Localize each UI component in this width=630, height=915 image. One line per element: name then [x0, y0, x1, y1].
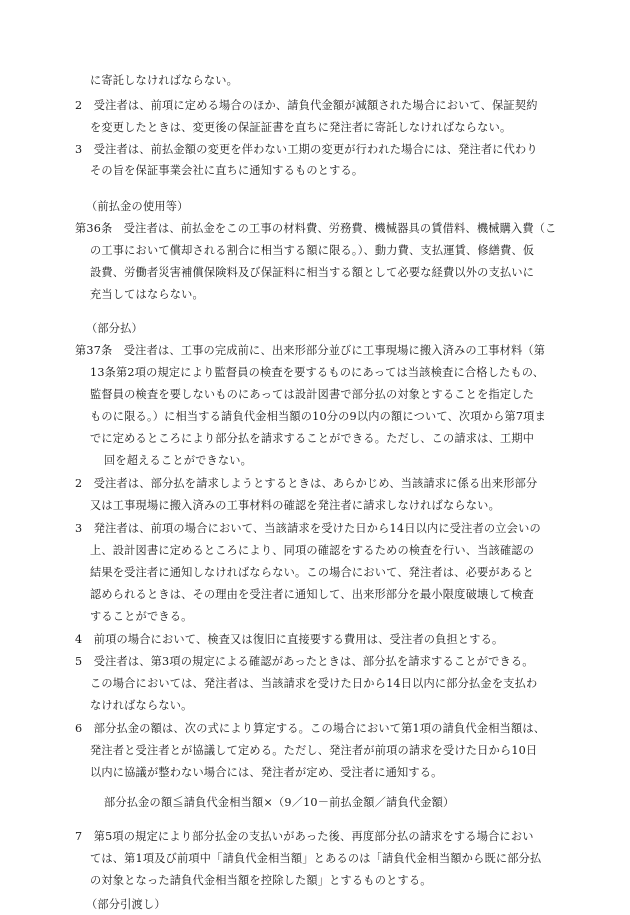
text-line: することができる。 [90, 610, 193, 623]
text-line: ては、第1項及び前項中「請負代金相当額」とあるのは「請負代金相当額から既に部分払 [90, 852, 542, 865]
text-line: 回を超えることができない。 [104, 454, 253, 467]
clause-6-line: 6 部分払金の額は、次の式により算定する。この場合において第1項の請負代金相当額は、 [75, 722, 546, 735]
text-line: 監督員の検査を要しないものにあっては設計図書で部分払の対象とすることを指定した [90, 388, 535, 401]
text-line: なければならない。 [90, 699, 193, 712]
text-line: の対象となった請負代金相当額を控除した額」とするものとする。 [90, 874, 432, 887]
text-line: この場合においては、発注者は、当該請求を受けた日から14日以内に部分払金を支払わ [90, 677, 538, 690]
clause-2-line: 2 受注者は、部分払を請求しようとするときは、あらかじめ、当該請求に係る出来形部分 [75, 477, 538, 490]
text-line: 上、設計図書に定めるところにより、同項の確認をするための検査を行い、当該確認の [90, 544, 535, 557]
text-line: を変更したときは、変更後の保証証書を直ちに発注者に寄託しなければならない。 [90, 121, 512, 134]
text-line: 結果を受注者に通知しなければならない。この場合において、発注者は、必要があると [90, 566, 534, 579]
section-heading: （前払金の使用等） [86, 200, 189, 213]
clause-7-line: 7 第5項の規定により部分払金の支払いがあった後、再度部分払の請求をする場合におい [75, 830, 534, 843]
text-line: でに定めるところにより部分払を請求することができる。ただし、この請求は、工期中 [90, 432, 535, 445]
clause-2-line: 2 受注者は、前項に定める場合のほか、請負代金額が減額された場合において、保証契約 [75, 99, 538, 112]
text-line: 以内に協議が整わない場合には、発注者が定め、受注者に通知する。 [90, 766, 443, 779]
article-37-line: 第37条 受注者は、工事の完成前に、出来形部分並びに工事現場に搬入済みの工事材料（第 [75, 344, 546, 357]
formula-line: 部分払金の額≦請負代金相当額×（9／10－前払金額／請負代金額） [104, 796, 455, 809]
section-heading: （部分払） [86, 322, 143, 335]
text-line: 認められるときは、その理由を受注者に通知して、出来形部分を最小限度破壊して検査 [90, 588, 534, 601]
text-line: 充当してはならない。 [90, 288, 204, 301]
clause-5-line: 5 受注者は、第3項の規定による確認があったときは、部分払を請求することができる。 [75, 655, 534, 668]
text-line: の工事において償却される割合に相当する額に限る。）、動力費、支払運賃、修繕費、仮 [90, 244, 535, 257]
text-line: 発注者と受注者とが協議して定める。ただし、発注者が前項の請求を受けた日から10日 [90, 744, 538, 757]
clause-3-line: 3 発注者は、前項の場合において、当該請求を受けた日から14日以内に受注者の立会いの [75, 522, 541, 535]
text-line: 設費、労働者災害補償保険料及び保証料に相当する額として必要な経費以外の支払いに [90, 266, 535, 279]
text-line: 又は工事現場に搬入済みの工事材料の確認を発注者に請求しなければならない。 [90, 499, 500, 512]
text-line: に寄託しなければならない。 [90, 74, 239, 87]
clause-4-line: 4 前項の場合において、検査又は復旧に直接要する費用は、受注者の負担とする。 [75, 633, 504, 646]
text-line: 13条第2項の規定により監督員の検査を要するものにあっては当該検査に合格したもの、 [90, 366, 545, 379]
text-line: ものに限る。）に相当する請負代金相当額の10分の9以内の額について、次項から第7項ま [90, 410, 546, 423]
article-36-line: 第36条 受注者は、前払金をこの工事の材料費、労務費、機械器具の賃借料、機械購入費（こ [75, 222, 557, 235]
section-heading: （部分引渡し） [86, 898, 166, 911]
clause-3-line: 3 受注者は、前払金額の変更を伴わない工期の変更が行われた場合には、発注者に代わり [75, 143, 538, 156]
text-line: その旨を保証事業会社に直ちに通知するものとする。 [90, 164, 364, 177]
